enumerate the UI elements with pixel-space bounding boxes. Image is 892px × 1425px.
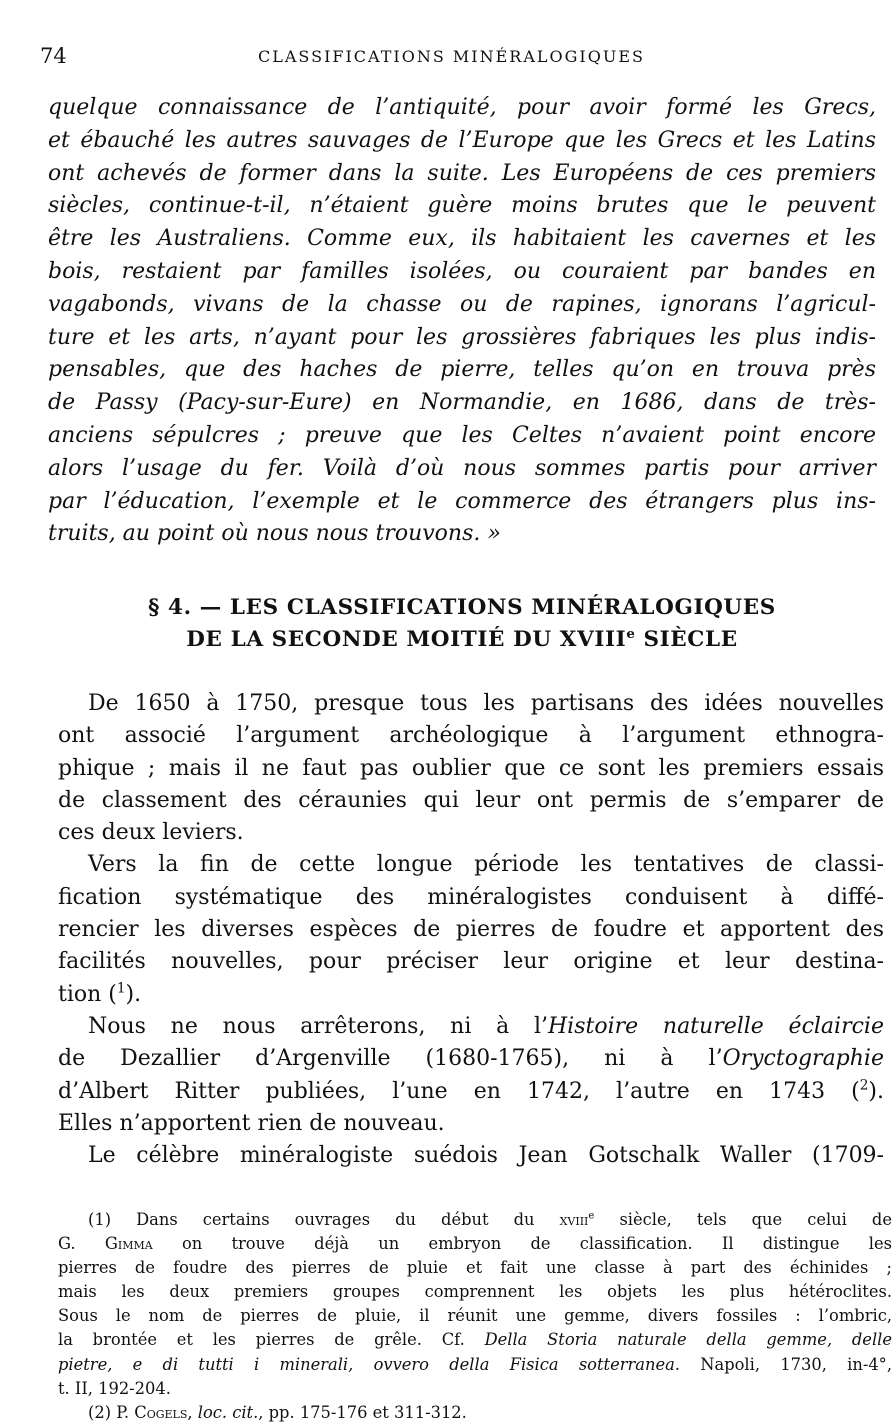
paragraph-line xyxy=(58,979,884,1011)
book-title: Oryctographie xyxy=(722,1046,884,1072)
quote-line: ont achevés de former dans la suite. Les Européens de ces premiers xyxy=(48,160,876,186)
footnote-line: Sous le nom de pierres de pluie, il réunit une gemme, divers fossiles : l’ombric, xyxy=(58,1306,892,1326)
quote-line: vagabonds, vivans de la chasse ou de rapines, ignorans l’agricul- xyxy=(48,291,876,317)
century-superscript: e xyxy=(626,625,636,642)
paragraph-line xyxy=(58,1043,884,1075)
line-text: (2) P. xyxy=(88,1402,135,1422)
footnote-ref-2[interactable]: 2 xyxy=(859,1077,869,1094)
line-text: la brontée et les pierres de grêle. Cf. xyxy=(58,1330,485,1350)
quote-line: anciens sépulcres ; preuve que les Celtes n’avaient point encore xyxy=(48,422,876,448)
page-number: 74 xyxy=(40,44,67,68)
paragraph xyxy=(58,1140,884,1172)
line-text: tion ( xyxy=(58,981,117,1007)
line-text: G. xyxy=(58,1234,105,1254)
footnote-line xyxy=(58,1328,892,1352)
paragraph-line: De 1650 à 1750, presque tous les partisans des idées nouvelles xyxy=(88,691,884,716)
quote-line: alors l’usage du fer. Voilà d’où nous sommes partis pour arriver xyxy=(48,455,876,481)
section-heading-prefix: DE LA SECONDE MOITIÉ DU XVIII xyxy=(186,627,627,652)
section-heading-line-1: § 4. — LES CLASSIFICATIONS MINÉRALOGIQUES xyxy=(148,595,776,620)
paragraph xyxy=(58,1011,884,1140)
book-title: pietre, e di tutti i minerali, ovvero della Fisica sotterranea. xyxy=(58,1354,680,1374)
line-text: , xyxy=(187,1402,198,1422)
running-head xyxy=(40,44,880,70)
footnote-line: pierres de foudre des pierres de pluie et fait une classe à part des échinides ; xyxy=(58,1258,892,1278)
quote-line: par l’éducation, l’exemple et le commerce des étrangers plus ins- xyxy=(48,488,876,514)
century-superscript: e xyxy=(588,1210,595,1222)
line-text: de Dezallier d’Argenville (1680-1765), ni à l’ xyxy=(58,1046,723,1072)
quote-line: truits, au point où nous nous trouvons. » xyxy=(48,521,501,547)
paragraph-line: ces deux leviers. xyxy=(58,820,244,846)
paragraph-line: rencier les diverses espèces de pierres de foudre et apportent des xyxy=(58,917,884,943)
footnote-ref-1[interactable]: 1 xyxy=(116,980,126,997)
quote-line: et ébauché les autres sauvages de l’Europe que les Grecs et les Latins xyxy=(48,127,876,153)
quote-line: siècles, continue-t-il, n’étaient guère moins brutes que le peuvent xyxy=(48,193,876,219)
footnote-2 xyxy=(58,1401,892,1425)
paragraph-line xyxy=(58,1011,884,1043)
section-heading-line-2 xyxy=(48,624,876,656)
quote-line: de Passy (Pacy-sur-Eure) en Normandie, en 1686, dans de très- xyxy=(48,390,876,416)
footnote-line xyxy=(58,1353,892,1377)
paragraph-line: ont associé l’argument archéologique à l’argument ethnogra- xyxy=(58,723,884,749)
line-text: on trouve déjà un embryon de classification. Il distingue les xyxy=(152,1234,892,1254)
paragraph-line: Le célèbre minéralogiste suédois Jean Gotschalk Waller (1709- xyxy=(88,1143,884,1169)
book-title: Histoire naturelle éclaircie xyxy=(548,1013,884,1039)
paragraph xyxy=(58,849,884,1010)
section-heading-suffix: SIÈCLE xyxy=(635,627,738,652)
footnote-line xyxy=(58,1401,892,1425)
quotation-block xyxy=(48,92,876,551)
footnote-line: mais les deux premiers groupes comprennent les objets les plus hétéroclites. xyxy=(58,1282,892,1302)
line-text: Napoli, 1730, in-4°, xyxy=(679,1354,892,1374)
quote-line: bois, restaient par familles isolées, ou couraient par bandes en xyxy=(48,258,876,284)
footnote-line xyxy=(58,1208,892,1232)
book-title: Della Storia naturale della gemme, delle xyxy=(484,1330,892,1350)
author-name: Cogels xyxy=(134,1402,188,1422)
section-heading xyxy=(48,592,876,656)
paragraph-line: de classement des céraunies qui leur ont permis de s’emparer de xyxy=(58,787,884,813)
line-text: Nous ne nous arrêterons, ni à l’ xyxy=(88,1013,548,1039)
quote-line: ture et les arts, n’ayant pour les grossières fabriques les plus indis- xyxy=(48,324,876,350)
line-text: siècle, tels que celui de xyxy=(594,1210,892,1229)
paragraph-line: Elles n’apportent rien de nouveau. xyxy=(58,1110,445,1136)
line-text: (1) Dans certains ouvrages du début du xyxy=(88,1210,560,1229)
quote-line: pensables, que des haches de pierre, telles qu’on en trouva près xyxy=(48,357,876,383)
paragraph xyxy=(58,688,884,849)
citation-abbrev: loc. cit. xyxy=(197,1402,259,1422)
quote-line: quelque connaissance de l’antiquité, pour avoir formé les Grecs, xyxy=(48,95,876,120)
century-numeral: xviii xyxy=(559,1210,589,1229)
footnote-line xyxy=(58,1232,892,1256)
paragraph-line: fication systématique des minéralogistes conduisent à diffé- xyxy=(58,884,884,910)
line-text: , pp. 175-176 et 311-312. xyxy=(258,1402,467,1422)
paragraph-line xyxy=(58,1076,884,1108)
author-name: Gimma xyxy=(104,1234,153,1254)
footnotes xyxy=(58,1208,892,1425)
footnote-1 xyxy=(58,1208,892,1401)
line-text: d’Albert Ritter publiées, l’une en 1742, l’autre en 1743 ( xyxy=(58,1078,860,1104)
line-text: ). xyxy=(868,1078,884,1104)
paragraph-line: phique ; mais il ne faut pas oublier que ce sont les premiers essais xyxy=(58,755,884,781)
body-text xyxy=(58,688,884,1172)
footnote-line: t. II, 192-204. xyxy=(58,1378,171,1398)
running-title: CLASSIFICATIONS MINÉRALOGIQUES xyxy=(258,47,645,66)
paragraph-line: facilités nouvelles, pour préciser leur origine et leur destina- xyxy=(58,949,884,975)
line-text: ). xyxy=(125,981,142,1007)
paragraph-line: Vers la fin de cette longue période les tentatives de classi- xyxy=(88,852,884,878)
quote-line: être les Australiens. Comme eux, ils habitaient les cavernes et les xyxy=(48,226,876,252)
